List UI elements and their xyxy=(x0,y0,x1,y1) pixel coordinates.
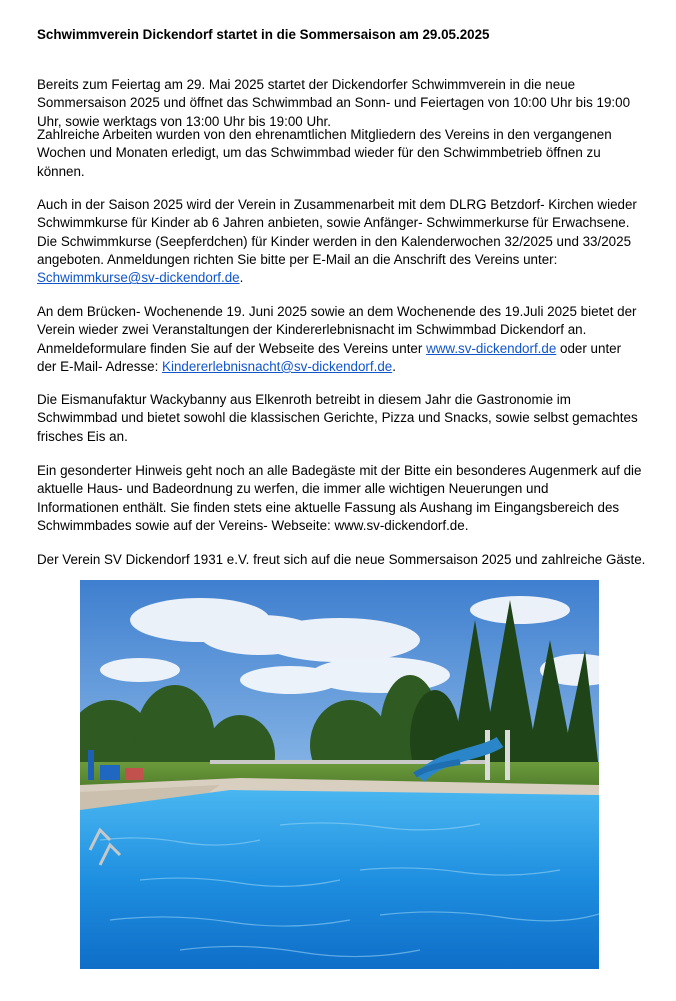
text-line: angeboten. Anmeldungen richten Sie bitte per E-Mail an die Anschrift des Vereins unter: xyxy=(37,251,558,267)
text-line xyxy=(37,358,649,376)
paragraph-kids-night xyxy=(37,303,649,376)
paragraph-swim-courses xyxy=(37,196,649,287)
text-line: Schwimmbades sowie auf der Vereins- Webseite: www.sv-dickendorf.de. xyxy=(37,517,469,533)
paragraph-opening-times xyxy=(37,76,649,131)
paragraph-volunteer-work xyxy=(37,126,649,181)
text-line: Schwimmbad und bietet sowohl die klassischen Gerichte, Pizza und Snacks, sowie selbst gemachtes xyxy=(37,410,638,426)
outdoor-swimming-pool-photo xyxy=(80,580,599,969)
text-line: Sommersaison 2025 und öffnet das Schwimmbad an Sonn- und Feiertagen von 10:00 Uhr bis 19:00 xyxy=(37,95,631,111)
text-line: Wochen und Monaten erledigt, um das Schwimmbad wieder für den Schwimmbetrieb öffnen zu xyxy=(37,145,601,161)
text-line: Schwimmkurse für Kinder ab 6 Jahren anbieten, sowie Anfänger- Schwimmerkurse für Erwachsene. xyxy=(37,215,630,231)
swim-course-email-link[interactable]: Schwimmkurse@sv-dickendorf.de xyxy=(37,270,240,286)
text-line: Die Schwimmkurse (Seepferdchen) für Kinder werden in den Kalenderwochen 32/2025 und 33/2025 xyxy=(37,233,632,249)
text-fragment: oder unter xyxy=(556,340,622,356)
text-fragment: der E-Mail- Adresse: xyxy=(37,358,163,374)
text-line: Informationen enthält. Sie finden stets eine aktuelle Fassung als Aushang im Eingangsbereich des xyxy=(37,499,620,515)
text-line: Verein wieder zwei Veranstaltungen der Kindererlebnisnacht im Schwimmbad Dickendorf an. xyxy=(37,322,587,338)
article-title: Schwimmverein Dickendorf startet in die Sommersaison am 29.05.2025 xyxy=(37,27,490,42)
text-line: Uhr, sowie werktags von 13:00 Uhr bis 19:00 Uhr. xyxy=(37,113,331,129)
text-fragment: . xyxy=(239,270,244,286)
kids-night-email-link[interactable]: Kindererlebnisnacht@sv-dickendorf.de xyxy=(162,358,393,374)
paragraph-closing xyxy=(37,551,649,569)
club-website-link[interactable]: www.sv-dickendorf.de xyxy=(426,340,557,356)
text-fragment: . xyxy=(392,358,396,374)
text-line: Bereits zum Feiertag am 29. Mai 2025 startet der Dickendorfer Schwimmverein in die neue xyxy=(37,77,576,92)
text-line: Auch in der Saison 2025 wird der Verein in Zusammenarbeit mit dem DLRG Betzdorf- Kirchen wieder xyxy=(37,197,637,212)
text-fragment: Anmeldeformulare finden Sie auf der Webseite des Vereins unter xyxy=(37,340,427,356)
paragraph-house-rules xyxy=(37,462,649,535)
text-line: Zahlreiche Arbeiten wurden von den ehrenamtlichen Mitgliedern des Vereins in den vergangenen xyxy=(37,127,612,142)
text-line xyxy=(37,269,649,287)
text-line: aktuelle Haus- und Badeordnung zu werfen, die immer alle wichtigen Neuerungen und xyxy=(37,481,549,497)
text-line: Ein gesonderter Hinweis geht noch an alle Badegäste mit der Bitte ein besonderes Augenmerk auf die xyxy=(37,463,642,478)
text-line: Die Eismanufaktur Wackybanny aus Elkenroth betreibt in diesem Jahr die Gastronomie im xyxy=(37,392,571,407)
paragraph-gastronomy xyxy=(37,391,649,446)
text-line: Der Verein SV Dickendorf 1931 e.V. freut sich auf die neue Sommersaison 2025 und zahlreiche Gäste. xyxy=(37,552,646,567)
text-line: frisches Eis an. xyxy=(37,428,128,444)
text-line xyxy=(37,340,649,358)
text-line: können. xyxy=(37,163,85,179)
text-line: An dem Brücken- Wochenende 19. Juni 2025 sowie an dem Wochenende des 19.Juli 2025 bietet der xyxy=(37,304,637,319)
